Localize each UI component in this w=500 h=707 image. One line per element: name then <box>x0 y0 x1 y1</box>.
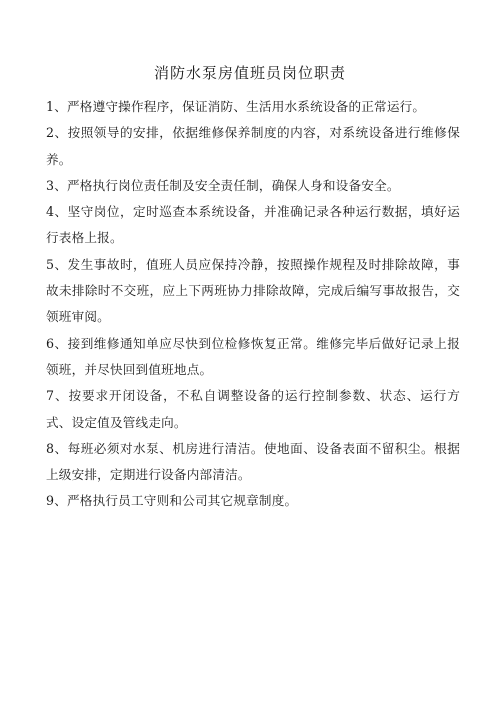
duty-item-2: 2、按照领导的安排，依据维修保养制度的内容，对系统设备进行维修保养。 <box>46 125 460 167</box>
duty-item-7: 7、按要求开闭设备，不私自调整设备的运行控制参数、状态、运行方式、设定值及管线走向。 <box>46 388 460 430</box>
duty-item-5: 5、发生事故时，值班人员应保持冷静，按照操作规程及时排除故障，事故未排除时不交班，应上下两班协力排除故障，完成后编写事故报告，交领班审阅。 <box>46 256 460 325</box>
duty-item-4: 4、坚守岗位，定时巡查本系统设备，并准确记录各种运行数据，填好运行表格上报。 <box>46 204 460 246</box>
duty-item-8: 8、每班必须对水泵、机房进行清洁。使地面、设备表面不留积尘。根据上级安排，定期进行设备内部清洁。 <box>46 440 460 483</box>
duty-item-6: 6、接到维修通知单应尽快到位检修恢复正常。维修完毕后做好记录上报领班，并尽快回到值班地点。 <box>46 335 460 377</box>
page-title: 消防水泵房值班员岗位职责 <box>153 64 346 82</box>
duty-item-9: 9、严格执行员工守则和公司其它规章制度。 <box>46 493 298 509</box>
duty-list <box>46 94 460 515</box>
duty-item-3: 3、严格执行岗位责任制及安全责任制，确保人身和设备安全。 <box>46 177 400 193</box>
duty-item-1: 1、严格遵守操作程序，保证消防、生活用水系统设备的正常运行。 <box>46 99 426 114</box>
